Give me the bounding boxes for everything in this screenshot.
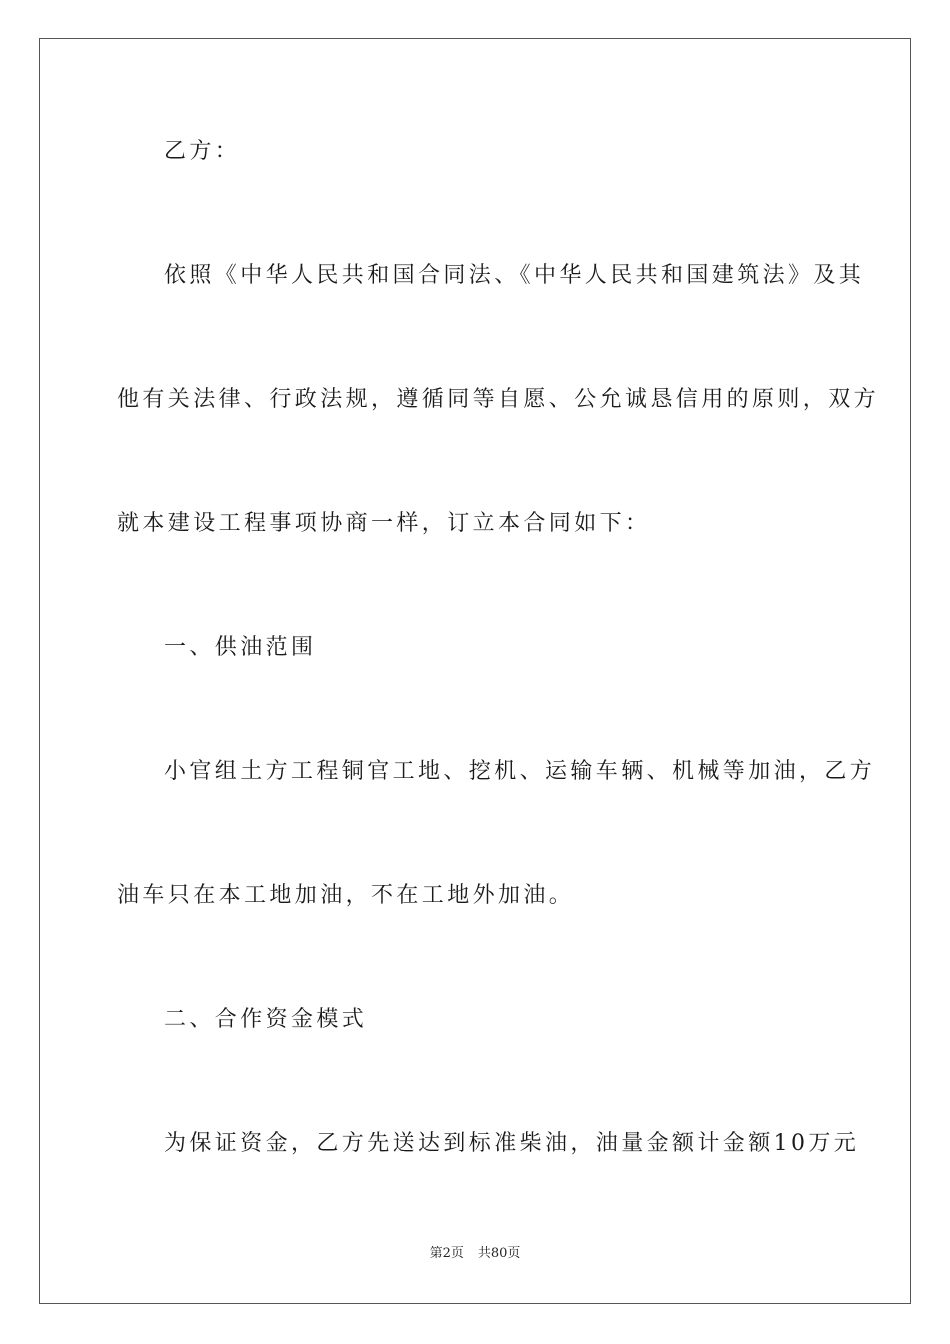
paragraph-line: 油车只在本工地加油，不在工地外加油。 bbox=[117, 883, 575, 908]
paragraph-line: 就本建设工程事项协商一样，订立本合同如下： bbox=[117, 511, 651, 536]
paragraph-line: 依照《中华人民共和国合同法、《中华人民共和国建筑法》及其 bbox=[164, 263, 865, 288]
paragraph-line: 小官组土方工程铜官工地、挖机、运输车辆、机械等加油，乙方 bbox=[164, 759, 876, 784]
section-heading-2: 二、合作资金模式 bbox=[164, 1007, 368, 1032]
page-number: 第2页 bbox=[429, 1246, 464, 1261]
section-heading-1: 一、供油范围 bbox=[164, 635, 317, 660]
party-b-label: 乙方： bbox=[164, 139, 241, 164]
page-frame bbox=[39, 38, 911, 1304]
paragraph-line: 他有关法律、行政法规，遵循同等自愿、公允诚恳信用的原则，双方 bbox=[117, 387, 880, 412]
page-footer bbox=[0, 1245, 950, 1263]
paragraph-line: 为保证资金，乙方先送达到标准柴油，油量金额计金额10万元 bbox=[164, 1131, 860, 1156]
page-total: 共80页 bbox=[477, 1246, 521, 1261]
